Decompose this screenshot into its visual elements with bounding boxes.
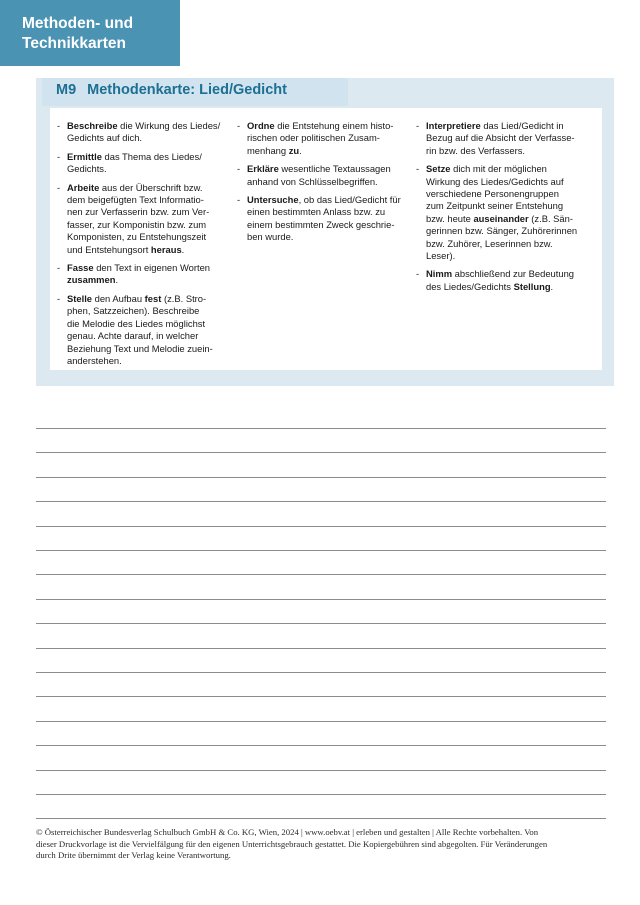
list-item-line [426,281,593,293]
writing-line[interactable] [36,696,606,697]
list-item-line [67,132,228,144]
writing-line[interactable] [36,428,606,429]
operator-word: zu [288,144,300,156]
bullet-dash: - [57,292,61,304]
list-item-line [67,305,228,317]
item-text: gerinnen bzw. Sänger, Zuhörerinnen [426,225,578,237]
list-item-line [426,213,593,225]
operator-word: Ordne [247,120,275,131]
list-item [415,163,593,262]
item-text: bzw. heute [426,212,474,224]
item-text: , ob das Lied/Gedicht für [298,194,401,206]
list-item-line [247,145,406,157]
operator-word: zusammen [67,274,116,286]
list-item-line [67,182,228,194]
operator-word: fest [144,292,162,304]
item-text: . [299,144,302,156]
list-item-line [247,219,406,231]
item-text: ben wurde. [247,231,294,243]
card-code: M9 [56,82,77,98]
list-item-line [67,120,228,132]
operator-word: Stellung [513,280,551,292]
item-text: anhand von Schlüsselbegriffen. [247,175,378,187]
writing-line[interactable] [36,574,606,575]
item-text: des Liedes/Gedichts [426,280,514,292]
item-text: und Entstehungsort [67,243,151,255]
bullet-dash: - [416,268,420,280]
item-text: einem bestimmten Zweck geschrie- [247,218,395,230]
writing-line[interactable] [36,648,606,649]
list-item-line [426,132,593,144]
list-item-line [426,250,593,262]
item-text: zum Zeitpunkt seiner Entstehung [426,200,564,212]
item-text: rin bzw. des Verfassers. [426,144,525,156]
item-text: Gedichts. [67,163,107,175]
item-text: bzw. Zuhörer, Leserinnen bzw. [426,237,553,249]
operator-word: Stelle [67,292,93,304]
card-column-3 [415,120,593,299]
list-item [415,120,593,157]
bullet-dash: - [57,120,61,131]
list-item-line [67,274,228,286]
writing-line[interactable] [36,770,606,771]
writing-line[interactable] [36,550,606,551]
writing-line[interactable] [36,477,606,478]
bullet-dash: - [416,163,420,175]
list-item-line [247,163,406,175]
copyright-footer [36,827,608,862]
card-column-1 [56,120,228,373]
list-item-line [67,219,228,231]
item-text: . [181,243,185,255]
item-text: dich mit der möglichen [450,163,547,175]
item-text: Komponisten, zu Entstehungszeit [67,231,207,243]
item-text: Wirkung des Liedes/Gedichts auf [426,175,564,187]
item-text: nen zur Verfasserin bzw. zum Ver- [67,206,210,218]
item-text: wesentliche Textaussagen [278,163,391,175]
writing-line[interactable] [36,672,606,673]
operator-word: Fasse [67,262,94,274]
operator-word: Untersuche [247,194,299,206]
list-item [236,163,406,188]
item-text: (z.B. Sän- [528,212,573,224]
item-text: Leser). [426,250,456,262]
section-tab [0,0,180,66]
bullet-dash: - [57,150,61,162]
writing-line[interactable] [36,526,606,527]
item-text: den Text in eigenen Worten [93,262,210,274]
operator-word: Interpretiere [426,120,481,131]
list-item-line [426,238,593,250]
writing-line[interactable] [36,818,606,819]
item-text: die Melodie des Liedes möglichst [67,317,206,329]
list-item-line [67,355,228,367]
item-text: das Lied/Gedicht in [480,120,564,131]
item-text: genau. Achte darauf, in welcher [67,330,199,342]
list-item [236,194,406,244]
operator-word: Arbeite [67,181,100,193]
writing-line[interactable] [36,623,606,624]
writing-line[interactable] [36,452,606,453]
item-text: Bezug auf die Absicht der Verfasse- [426,132,575,144]
bullet-dash: - [237,163,241,175]
item-text: . [550,280,554,292]
list-item-line [426,176,593,188]
item-text: (z.B. Stro- [161,292,207,304]
writing-line[interactable] [36,745,606,746]
list-item-line [67,244,228,256]
list-item [56,182,228,256]
list-item [56,293,228,367]
list-item-line [67,231,228,243]
writing-line[interactable] [36,599,606,600]
item-text: aus der Überschrift bzw. [99,181,203,193]
method-card-header [42,78,348,106]
list-item-line [247,132,406,144]
list-item-line [67,343,228,355]
bullet-dash: - [57,262,61,274]
list-item [56,120,228,145]
list-item-line [426,163,593,175]
list-item-line [67,318,228,330]
item-text: anderstehen. [67,354,122,366]
operator-word: Nimm [426,268,453,280]
bullet-dash: - [416,120,420,131]
item-text: verschiedene Personengruppen [426,188,559,200]
section-title-line-2: Technikkarten [22,35,126,52]
list-item-line [247,231,406,243]
item-text: Beziehung Text und Melodie zuein- [67,342,213,354]
footer-line-2: dieser Druckvorlage ist die Vervielfälgung für den eigenen Unterrichtsgebrauch gestattet. Die Kopiergebühren sind abgegolten. Für Veränderungen [36,838,548,849]
list-item-line [67,262,228,274]
list-item-line [67,206,228,218]
list-item-line [426,145,593,157]
bullet-dash: - [237,120,241,131]
list-item-line [67,293,228,305]
item-text: Gedichts auf dich. [67,132,143,144]
list-item-line [426,268,593,280]
writing-line[interactable] [36,501,606,502]
operator-word: Ermittle [67,150,102,162]
list-item [236,120,406,157]
item-text: den Aufbau [92,292,145,304]
list-item-line [426,200,593,212]
list-item-line [67,194,228,206]
section-title-line-1: Methoden- und [22,15,134,32]
item-text: phen, Satzzeichen). Beschreibe [67,305,200,317]
item-text: rischen oder politischen Zusam- [247,132,380,144]
bullet-dash: - [57,181,61,193]
list-item-line [247,194,406,206]
item-text: fasser, zur Komponistin bzw. zum [67,218,207,230]
footer-line-1: © Österreichischer Bundesverlag Schulbuch GmbH & Co. KG, Wien, 2024 | www.oebv.at | erleben und gestalten | Alle Rechte vorbehalten. Von [36,827,539,837]
list-item-line [247,206,406,218]
footer-line-3: durch Drite übernimmt der Verlag keine Verantwortung. [36,850,231,861]
item-text: . [115,274,119,286]
list-item-line [67,151,228,163]
list-item-line [67,163,228,175]
card-column-2 [236,120,406,250]
item-text: das Thema des Liedes/ [101,150,202,162]
writing-line[interactable] [36,721,606,722]
bullet-dash: - [237,194,241,206]
card-title: Methodenkarte: Lied/Gedicht [87,82,287,98]
list-item [415,268,593,293]
list-item-line [426,188,593,200]
list-item-line [426,120,593,132]
operator-word: Erkläre [247,163,279,175]
writing-line[interactable] [36,794,606,795]
item-text: abschließend zur Bedeutung [452,268,575,280]
item-text: menhang [247,144,289,156]
operator-word: Setze [426,163,451,175]
list-item-line [426,225,593,237]
list-item [56,262,228,287]
item-text: dem beigefügten Text Informatio- [67,194,204,206]
item-text: einen bestimmten Anlass bzw. zu [247,206,386,218]
item-text: die Entstehung einem histo- [274,120,394,131]
operator-word: auseinander [473,212,529,224]
list-item-line [247,120,406,132]
list-item-line [67,330,228,342]
item-text: die Wirkung des Liedes/ [117,120,221,131]
operator-word: heraus [150,243,182,255]
operator-word: Beschreibe [67,120,118,131]
list-item [56,151,228,176]
list-item-line [247,176,406,188]
